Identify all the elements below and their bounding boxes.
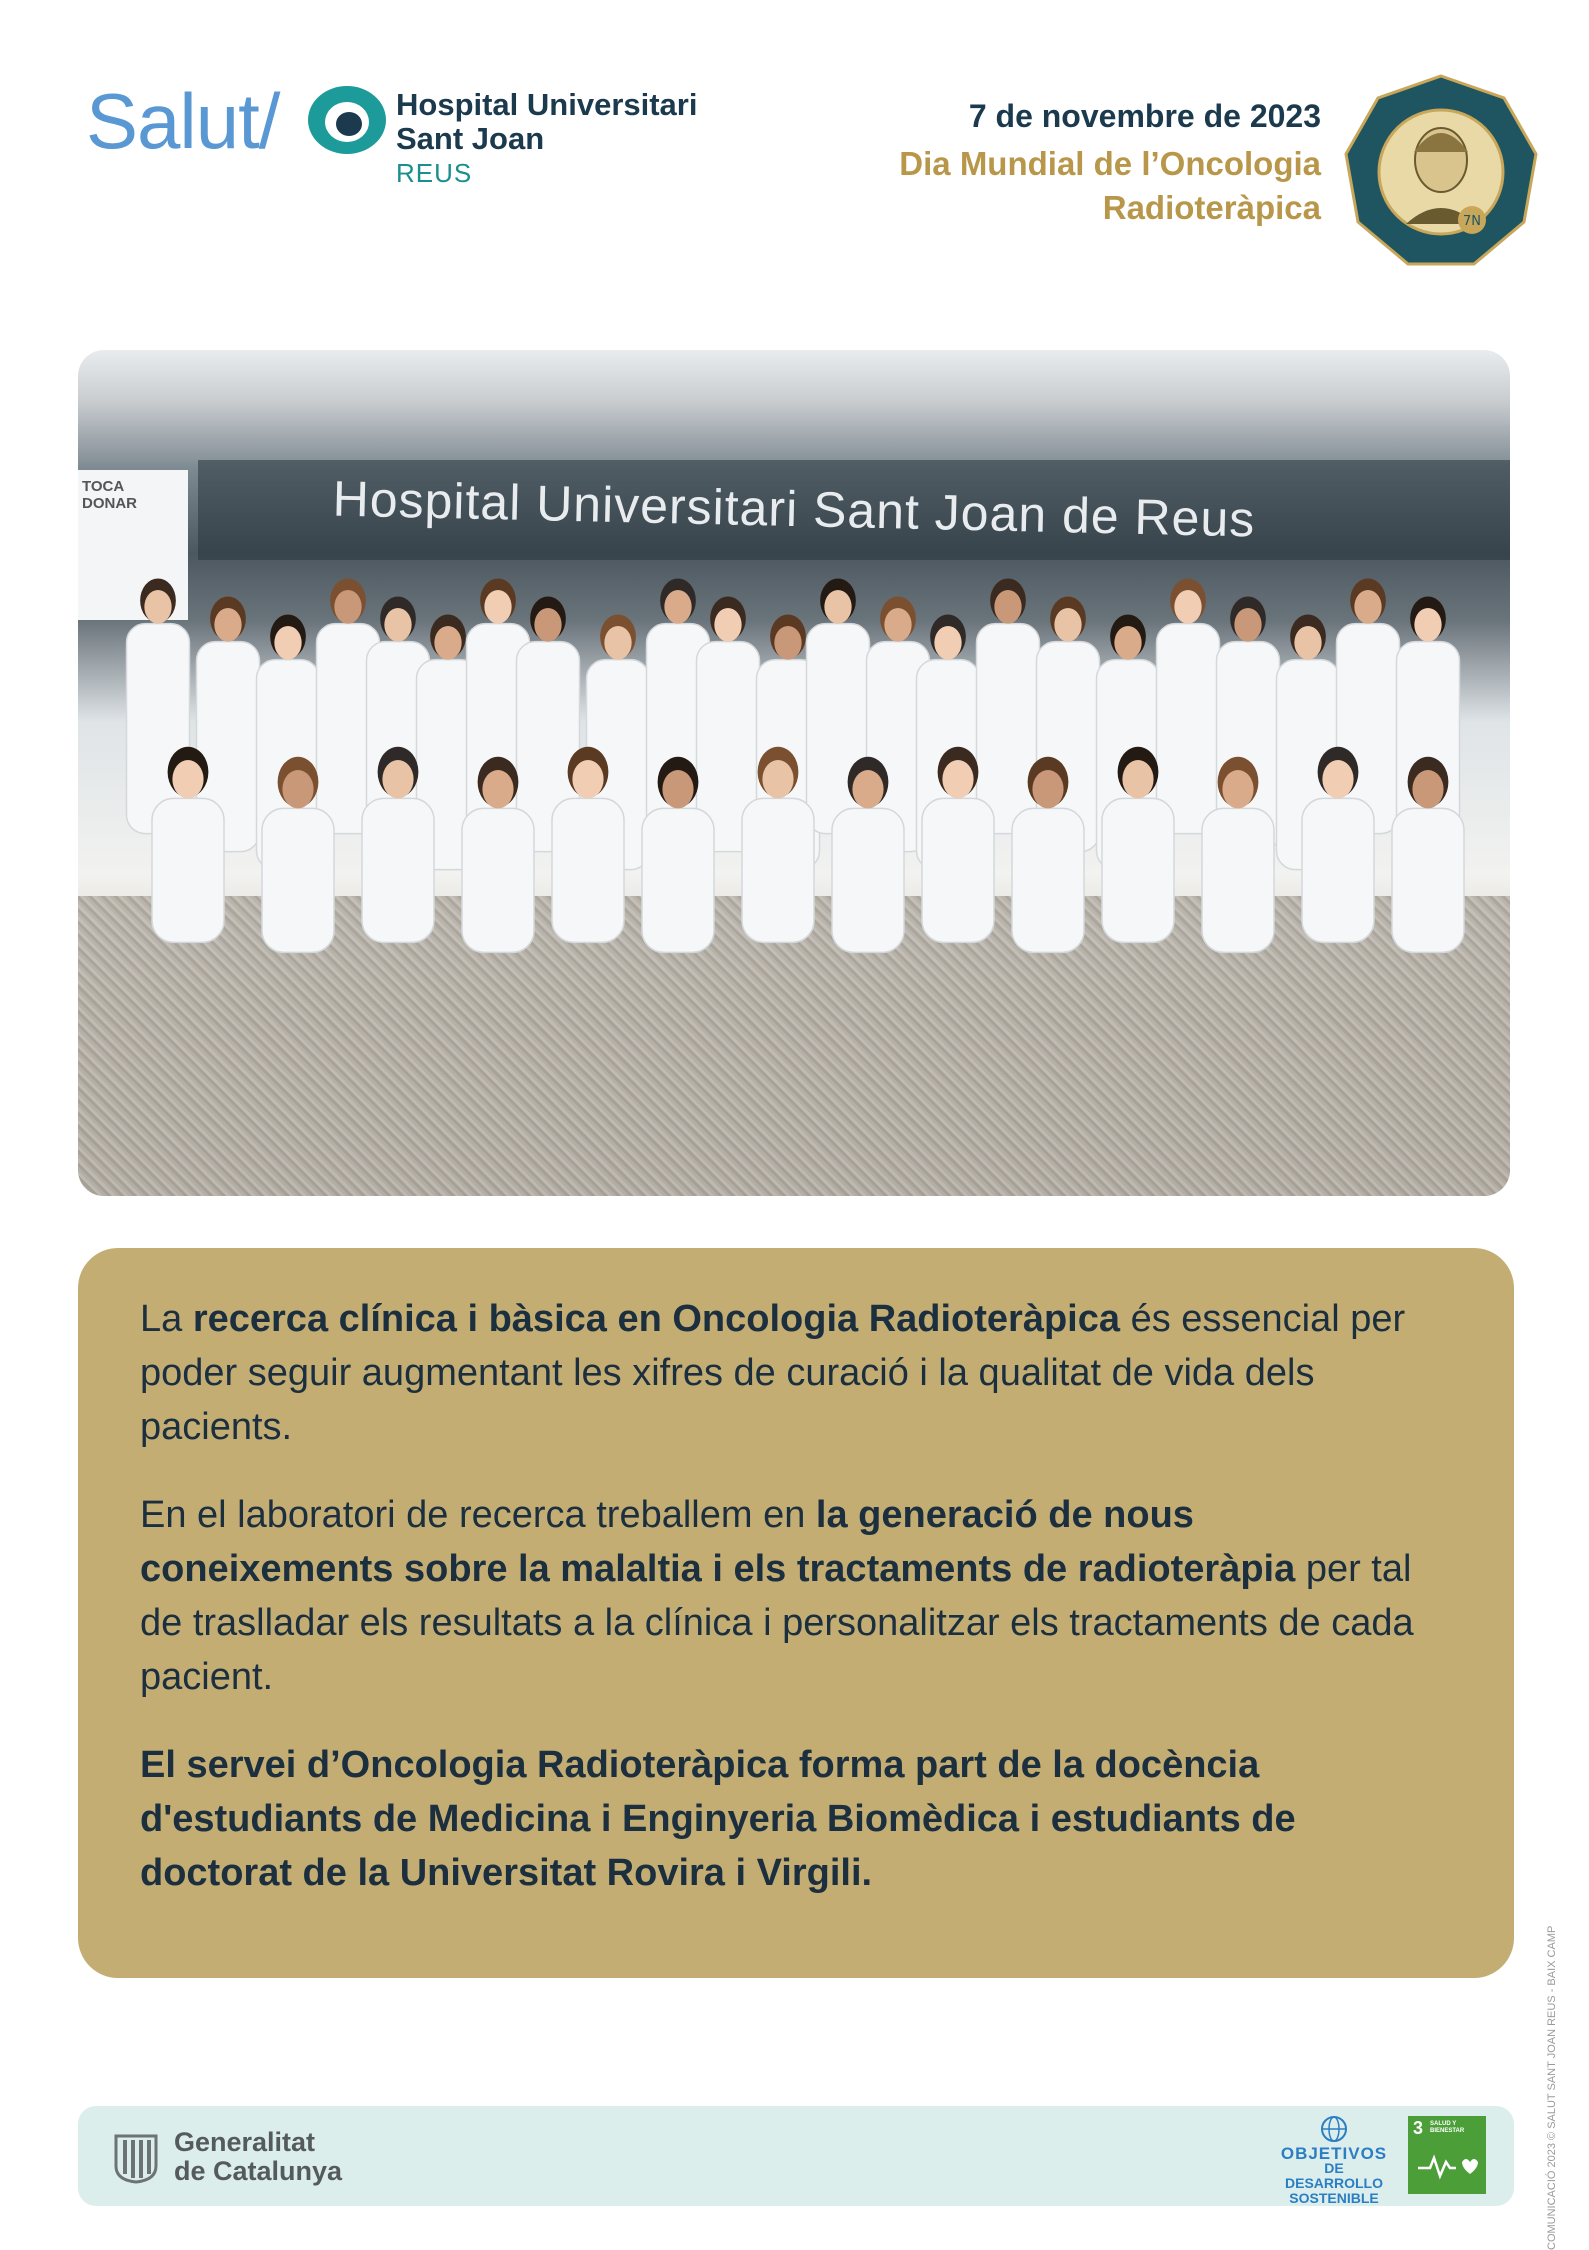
sdg3-number: 3 (1413, 2118, 1424, 2138)
hospital-city: REUS (396, 158, 473, 188)
paragraph-research (140, 1292, 1450, 1454)
p1-text-bold: recerca clínica i bàsica en Oncologia Radioteràpica (192, 1298, 1121, 1340)
generalitat-line1: Generalitat (174, 2127, 316, 2157)
salut-logo: Salut/ (86, 77, 280, 165)
staff-person (977, 578, 1040, 833)
p2-text-bold: la generació de nous coneixements sobre la malaltia i els tractaments de radioteràpia (140, 1494, 1296, 1590)
info-panel (78, 1248, 1514, 1978)
generalitat-line2: de Catalunya (174, 2156, 343, 2186)
svg-text:7N: 7N (1463, 214, 1481, 229)
sdg-label-line2: DE DESARROLLO (1285, 2160, 1383, 2191)
p2-text-post: per tal de traslladar els resultats a la clínica i personalitzar els tractaments de cada pacient. (140, 1548, 1414, 1698)
oncology-day-badge-icon (1344, 74, 1538, 268)
sdg-label (1276, 2146, 1392, 2206)
generalitat-logo-icon (112, 2132, 160, 2184)
staff-person (1157, 578, 1220, 833)
p3-text-bold: El servei d’Oncologia Radioteràpica forma part de la docència d'estudiants de Medicina i Enginyeria Biomèdica i estudiants de doctorat de la Universitat Rovira i Virgili. (140, 1744, 1296, 1894)
photo-left-sign-line1: TOCA (82, 478, 125, 495)
photo-left-sign-line2: DONAR (82, 495, 137, 512)
hospital-name-line2: Sant Joan (396, 121, 545, 156)
generalitat-name (174, 2128, 342, 2186)
hospital-name (396, 88, 697, 190)
un-emblem-icon (1316, 2114, 1352, 2144)
event-title: Dia Mundial de l’Oncologia Radioteràpica (899, 145, 1321, 226)
p2-text-pre: En el laboratori de recerca treballem en (140, 1494, 816, 1536)
sdg-label-line3: SOSTENIBLE (1289, 2190, 1379, 2206)
hospital-building-sign: Hospital Universitari Sant Joan de Reus (332, 470, 1256, 548)
sdg-label-line1: OBJETIVOS (1280, 2144, 1388, 2163)
staff-group-illustration (98, 560, 1498, 1080)
event-date: 7 de novembre de 2023 (968, 98, 1321, 134)
hospital-name-line1: Hospital Universitari (396, 87, 698, 122)
footer-bar (78, 2106, 1514, 2206)
p1-text-post: és essencial per poder seguir augmentant les xifres de curació i la qualitat de vida dels pacients. (140, 1298, 1406, 1448)
sdg3-label: SALUD Y BIENESTAR (1430, 2121, 1465, 2134)
paragraph-teaching (140, 1738, 1450, 1900)
hospital-logo-icon (306, 84, 388, 156)
p1-text-pre: La (140, 1298, 193, 1340)
credit-vertical: COMUNICACIÓ 2023 © SALUT SANT JOAN REUS - BAIX CAMP (1546, 1925, 1558, 2250)
staff-group-photo (78, 350, 1510, 1196)
heartbeat-icon (1416, 2148, 1478, 2184)
paragraph-laboratory (140, 1488, 1450, 1704)
sdg3-health-badge (1408, 2116, 1486, 2194)
